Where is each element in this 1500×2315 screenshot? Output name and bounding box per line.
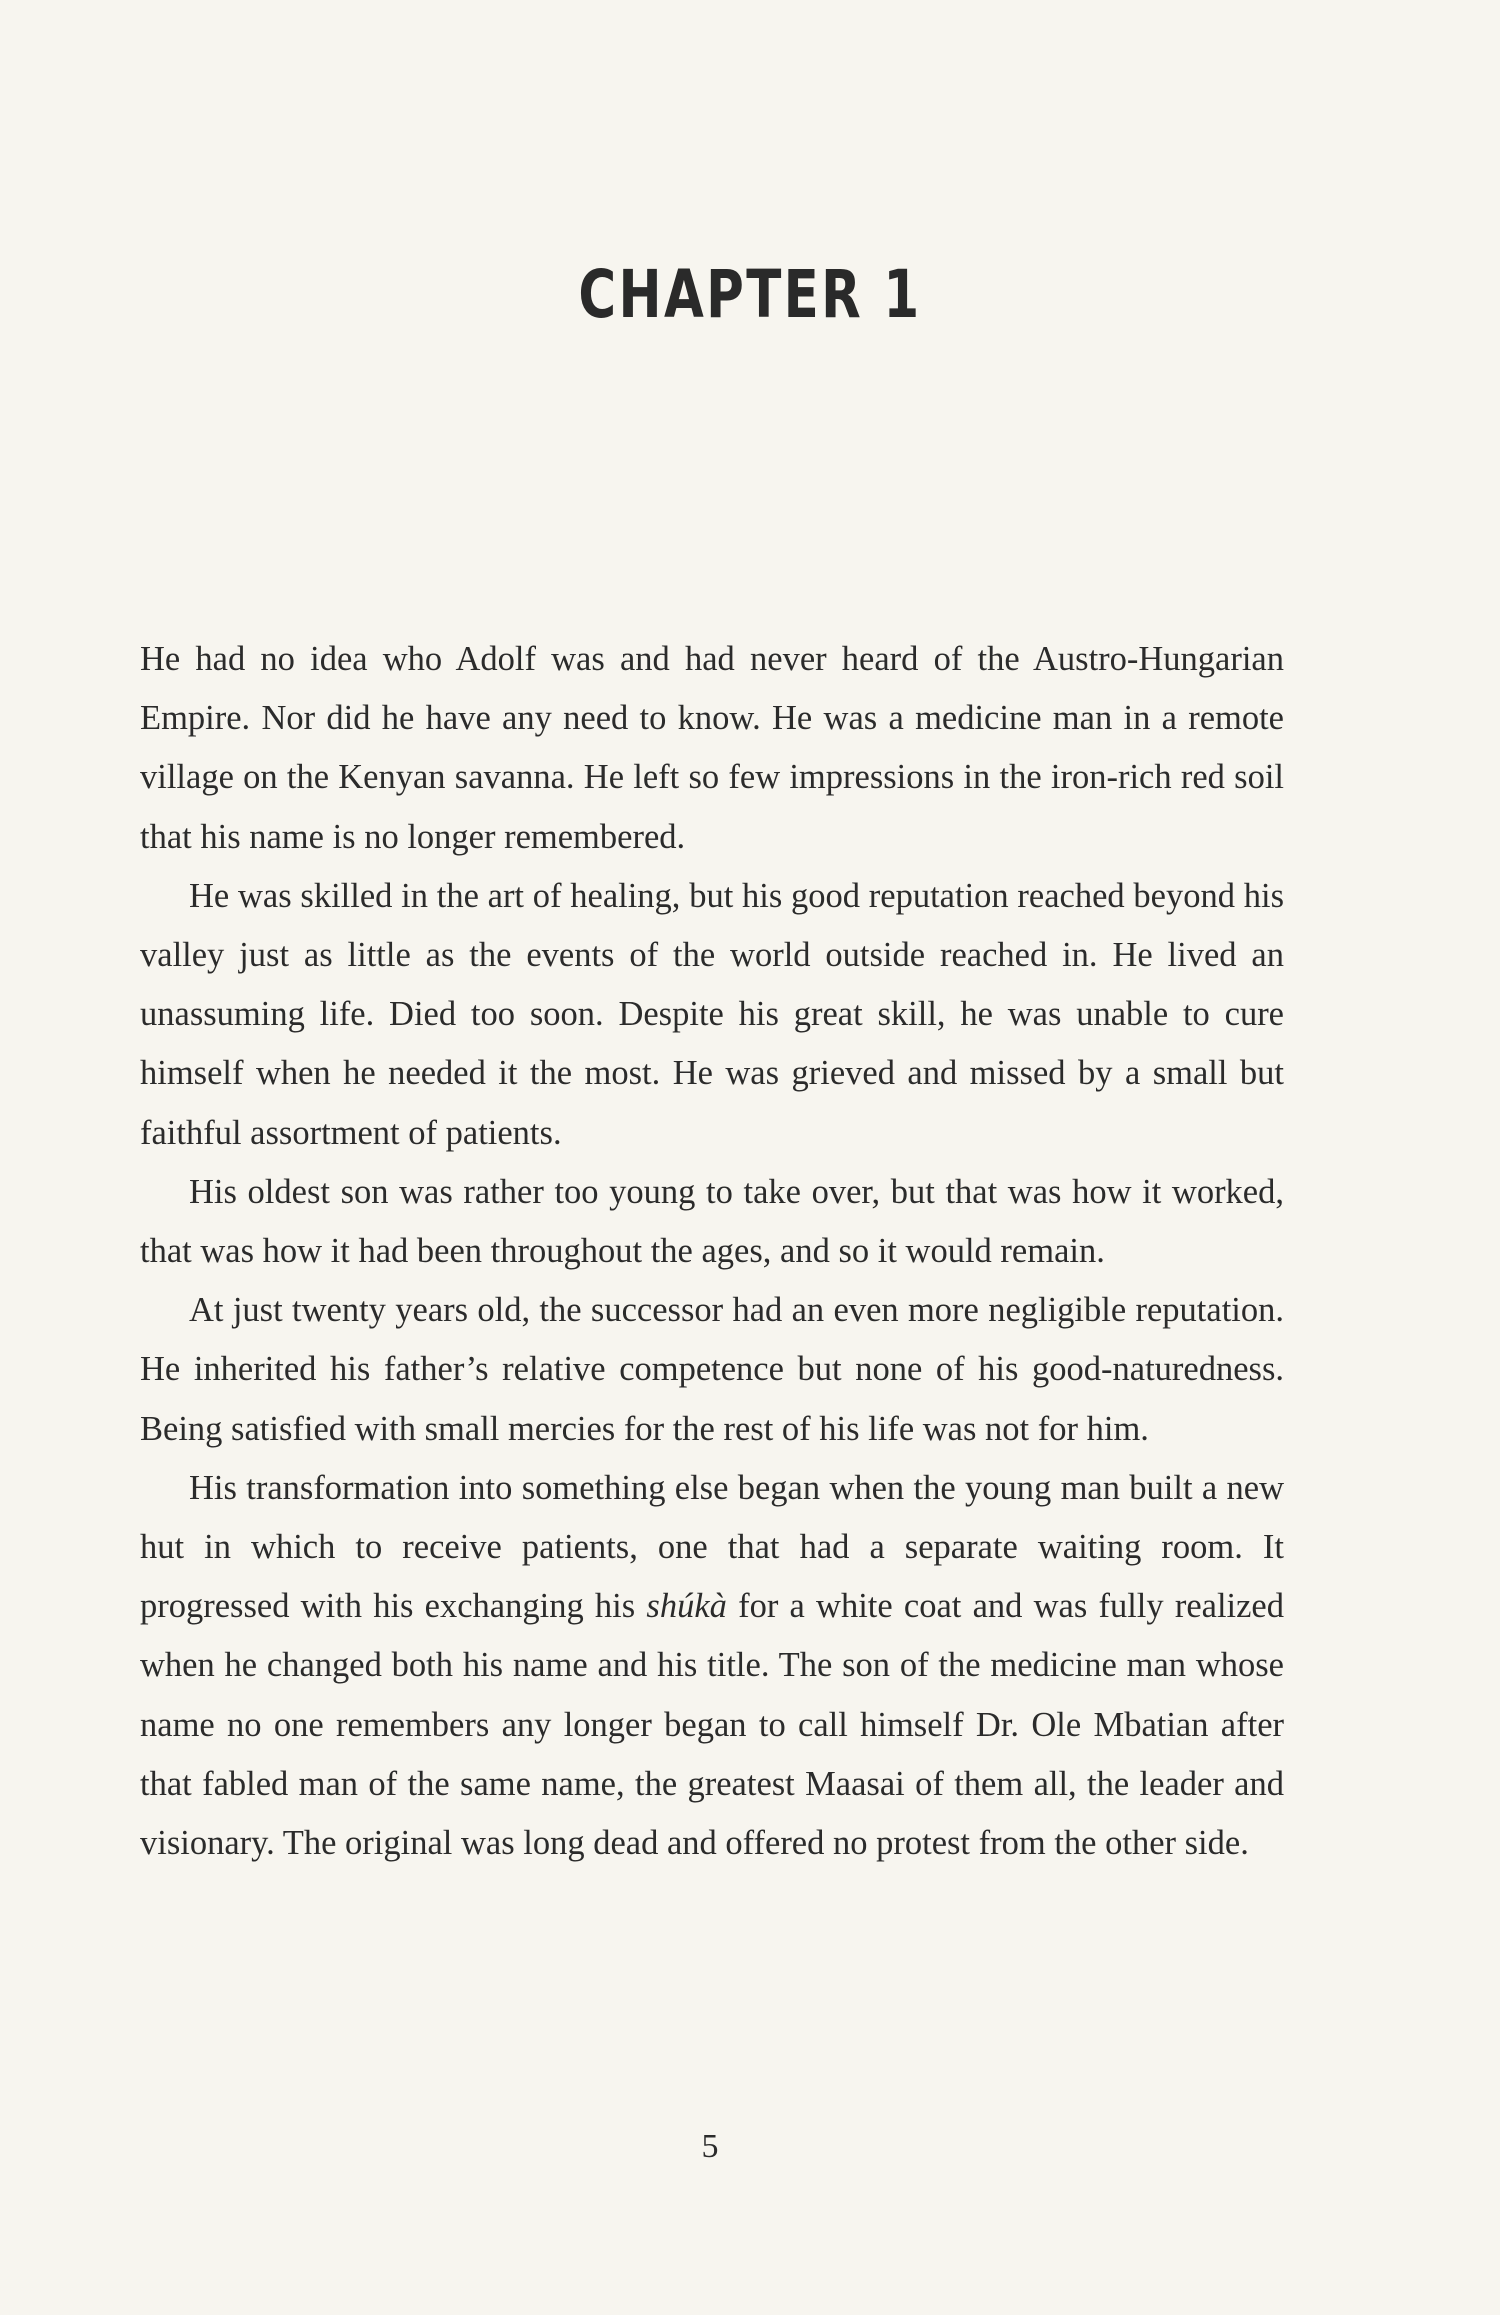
paragraph-3: His oldest son was rather too young to take over, but that was how it worked, that was how it had been throughout the ages, and so it would remain.	[140, 1172, 1284, 1271]
paragraph-5-part-2: for a white coat and was fully realized when he changed both his name and his title. The son of the medicine man whose name no one remembers any longer began to call himself Dr. Ole Mbatian after that fabled man of the same name, the greatest Maasai of them all, the leader and visionary. The original was long dead and offered no protest from the other side.	[140, 1587, 1284, 1863]
chapter-body	[140, 630, 1284, 1873]
page-number: 5	[701, 2128, 719, 2165]
italic-word-shuka: shúkà	[646, 1587, 727, 1626]
chapter-title: CHAPTER 1	[578, 256, 922, 333]
paragraph-1: He had no idea who Adolf was and had never heard of the Austro-Hungarian Empire. Nor did he have any need to know. He was a medicine man in a remote village on the Kenyan savanna. He left so few impressions in the iron-rich red soil that his name is no longer remembered.	[140, 640, 1284, 856]
paragraph-5	[140, 1459, 1284, 1873]
paragraph-2: He was skilled in the art of healing, but his good reputation reached beyond his valley just as little as the events of the world outside reached in. He lived an unassuming life. Died too soon. Despite his great skill, he was unable to cure himself when he needed it the most. He was grieved and missed by a small but faithful assortment of patients.	[140, 876, 1284, 1152]
paragraph-4: At just twenty years old, the successor had an even more negligible reputation. He inherited his father’s relative competence but none of his good-naturedness. Being satisfied with small mercies for the rest of his life was not for him.	[140, 1291, 1284, 1448]
paragraph-5-part-1: His transformation into something else began when the young man built a new hut in which to receive patients, one that had a separate waiting room. It progressed with his exchanging his	[140, 1468, 1284, 1626]
